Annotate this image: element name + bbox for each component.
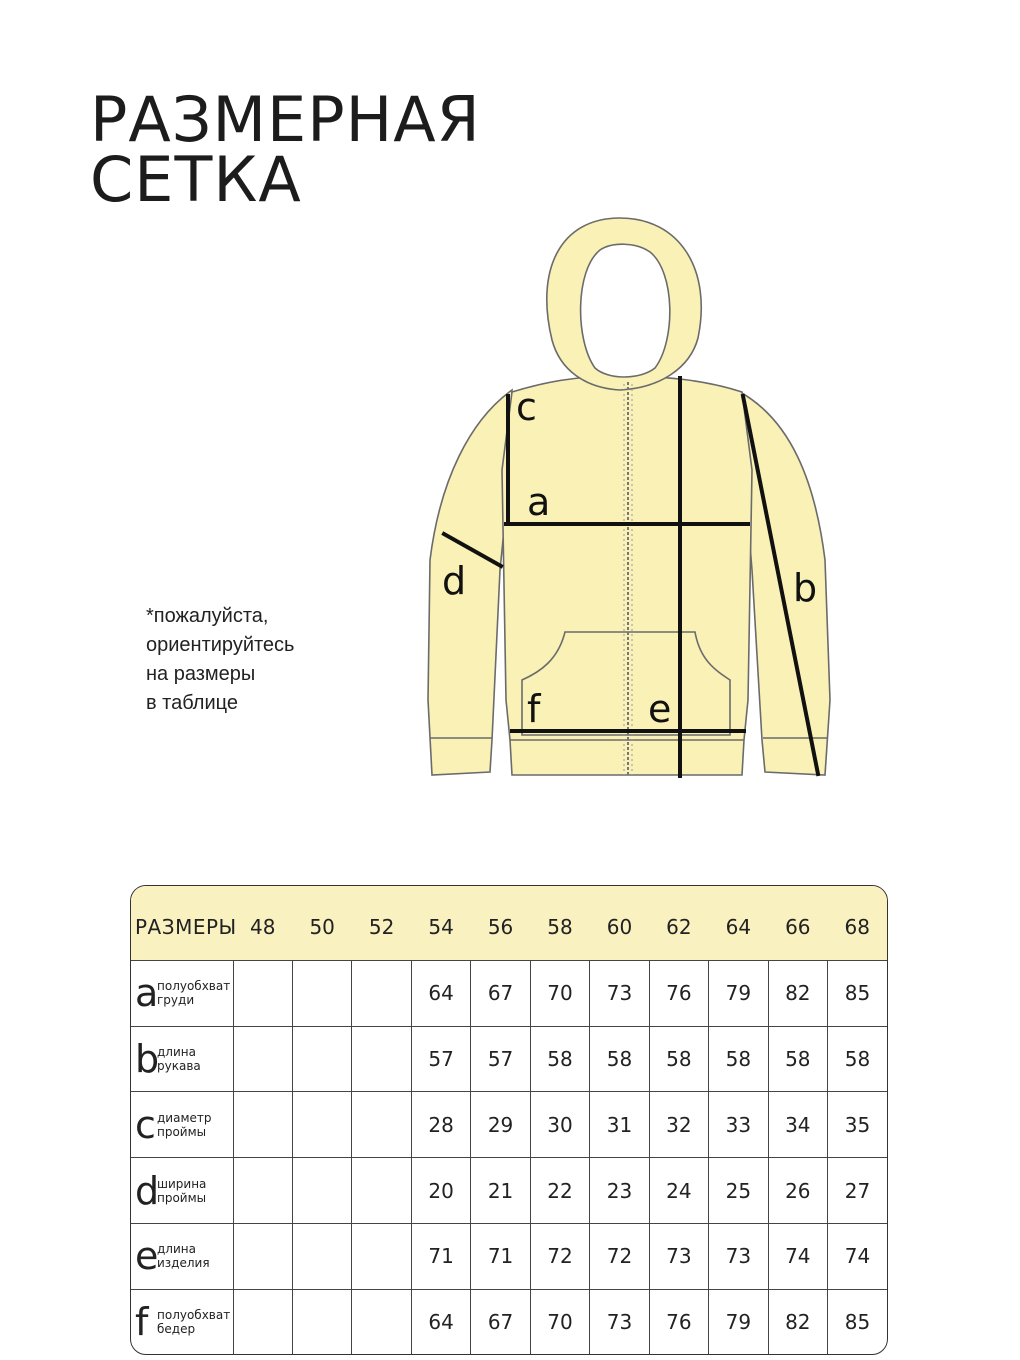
measurement-row-d (131, 1158, 887, 1224)
measurement-value-cell: 70 (530, 1289, 589, 1354)
measurement-row-f (131, 1289, 887, 1354)
measurement-value-cell: 33 (709, 1092, 768, 1158)
measurement-value-cell: 24 (649, 1158, 708, 1224)
size-note-line-1: *пожалуйста, (146, 605, 269, 627)
size-header-cell: 48 (233, 886, 292, 961)
measurement-value-cell (233, 1158, 292, 1224)
size-note-line-4: в таблице (146, 692, 238, 714)
measurement-description-line: длина (157, 1242, 196, 1257)
measurement-value-cell: 58 (649, 1026, 708, 1092)
measurement-value-cell (233, 1223, 292, 1289)
measurement-value-cell: 34 (768, 1092, 827, 1158)
size-header-cell: 60 (590, 886, 649, 961)
size-header-cell: 58 (530, 886, 589, 961)
measurement-label-cell (131, 1158, 233, 1224)
hood-opening (581, 244, 670, 377)
size-header-cell: 56 (471, 886, 530, 961)
measurement-value-cell: 85 (828, 1289, 887, 1354)
measurement-letter: d (135, 1168, 160, 1213)
measurement-description-line: бедер (157, 1321, 196, 1336)
size-header-cell: 62 (649, 886, 708, 961)
size-header-cell: 68 (828, 886, 887, 961)
measurement-value-cell: 71 (471, 1223, 530, 1289)
size-header-cell: 54 (411, 886, 470, 961)
measurement-letter: b (135, 1037, 160, 1082)
measurement-value-cell (233, 1026, 292, 1092)
measurement-row-b (131, 1026, 887, 1092)
measurement-value-cell: 74 (768, 1223, 827, 1289)
measurement-row-c (131, 1092, 887, 1158)
measurement-description-line: длина (157, 1045, 196, 1060)
measurement-value-cell: 57 (411, 1026, 470, 1092)
measurement-value-cell: 58 (590, 1026, 649, 1092)
measurement-value-cell (233, 1289, 292, 1354)
measurement-description-line: изделия (157, 1256, 210, 1271)
measurement-value-cell: 23 (590, 1158, 649, 1224)
measurement-label-cell (131, 1289, 233, 1354)
label-f: f (527, 687, 541, 731)
measurement-value-cell: 20 (411, 1158, 470, 1224)
measurement-value-cell: 70 (530, 961, 589, 1027)
measurement-description-line: рукава (157, 1059, 201, 1074)
size-header-row (131, 886, 887, 961)
measurement-description (157, 1111, 212, 1139)
measurement-value-cell: 76 (649, 1289, 708, 1354)
measurement-description-line: диаметр (157, 1110, 212, 1125)
measurement-value-cell (292, 1223, 351, 1289)
measurement-value-cell: 35 (828, 1092, 887, 1158)
measurement-value-cell: 58 (828, 1026, 887, 1092)
label-a: a (527, 480, 551, 524)
measurement-description-line: проймы (157, 1190, 207, 1205)
measurement-value-cell (292, 1026, 351, 1092)
measurement-value-cell: 32 (649, 1092, 708, 1158)
measurement-value-cell: 31 (590, 1092, 649, 1158)
measurement-value-cell: 72 (590, 1223, 649, 1289)
measurement-value-cell (233, 961, 292, 1027)
size-table-body (131, 961, 887, 1355)
measurement-value-cell: 21 (471, 1158, 530, 1224)
measurement-description-line: полуобхват (157, 1307, 231, 1322)
measurement-value-cell (292, 1158, 351, 1224)
hoodie-illustration (428, 218, 830, 775)
measurement-letter: f (135, 1299, 149, 1344)
measurement-value-cell: 79 (709, 961, 768, 1027)
page-title-line-1: РАЗМЕРНАЯ (90, 83, 481, 156)
size-note-line-2: ориентируйтесь (146, 634, 295, 656)
measurement-letter: c (135, 1102, 156, 1147)
measurement-value-cell (352, 1223, 411, 1289)
measurement-value-cell: 67 (471, 961, 530, 1027)
size-header-cell: 52 (352, 886, 411, 961)
measurement-description (157, 1308, 230, 1336)
label-e: e (648, 687, 672, 731)
size-header-cell: 66 (768, 886, 827, 961)
measurement-value-cell: 30 (530, 1092, 589, 1158)
measurement-value-cell: 67 (471, 1289, 530, 1354)
measurement-value-cell: 22 (530, 1158, 589, 1224)
measurement-value-cell: 73 (649, 1223, 708, 1289)
measurement-value-cell: 82 (768, 961, 827, 1027)
measurement-value-cell (352, 1092, 411, 1158)
label-b: b (793, 566, 818, 610)
measurement-value-cell (352, 1289, 411, 1354)
measurement-label-cell (131, 1223, 233, 1289)
measurement-value-cell (352, 961, 411, 1027)
measurement-letter: a (135, 971, 159, 1016)
measurement-value-cell: 57 (471, 1026, 530, 1092)
measurement-description (157, 1177, 206, 1205)
measurement-description (157, 1242, 210, 1270)
measurement-value-cell: 71 (411, 1223, 470, 1289)
measurement-value-cell: 25 (709, 1158, 768, 1224)
measurement-value-cell: 73 (590, 961, 649, 1027)
measurement-row-e (131, 1223, 887, 1289)
measurement-value-cell: 58 (530, 1026, 589, 1092)
page-title-line-2: СЕТКА (90, 143, 302, 216)
measurement-row-a (131, 961, 887, 1027)
measurement-value-cell (233, 1092, 292, 1158)
measurement-description (157, 979, 230, 1007)
measurement-value-cell: 64 (411, 1289, 470, 1354)
measurement-value-cell: 85 (828, 961, 887, 1027)
measurement-value-cell: 74 (828, 1223, 887, 1289)
measurement-value-cell: 28 (411, 1092, 470, 1158)
measurement-letter: e (135, 1234, 159, 1279)
measurement-value-cell (292, 961, 351, 1027)
measurement-label-cell (131, 961, 233, 1027)
size-note (146, 602, 366, 718)
measurement-value-cell: 73 (709, 1223, 768, 1289)
measurement-label-cell (131, 1092, 233, 1158)
measurement-description-line: ширина (157, 1176, 207, 1191)
size-header-cell: 50 (292, 886, 351, 961)
measurement-value-cell (292, 1092, 351, 1158)
measurement-description-line: проймы (157, 1124, 207, 1139)
measurement-description-line: полуобхват (157, 979, 231, 994)
measurement-value-cell (352, 1026, 411, 1092)
measurement-value-cell: 73 (590, 1289, 649, 1354)
measurement-value-cell: 79 (709, 1289, 768, 1354)
measurement-value-cell: 76 (649, 961, 708, 1027)
sizes-header-label: РАЗМЕРЫ (131, 886, 233, 961)
size-header-cell: 64 (709, 886, 768, 961)
measurement-description (157, 1045, 201, 1073)
left-sleeve (428, 390, 512, 775)
measurement-value-cell: 82 (768, 1289, 827, 1354)
measurement-value-cell: 58 (709, 1026, 768, 1092)
measurement-value-cell: 58 (768, 1026, 827, 1092)
measurement-value-cell: 64 (411, 961, 470, 1027)
size-table (131, 886, 887, 1354)
measurement-value-cell (352, 1158, 411, 1224)
measurement-value-cell: 27 (828, 1158, 887, 1224)
measurement-value-cell: 72 (530, 1223, 589, 1289)
measurement-value-cell: 29 (471, 1092, 530, 1158)
size-chart-table (130, 885, 888, 1355)
measurement-value-cell (292, 1289, 351, 1354)
measurement-description-line: груди (157, 993, 195, 1008)
size-note-line-3: на размеры (146, 663, 256, 685)
label-c: c (516, 385, 537, 429)
measurement-value-cell: 26 (768, 1158, 827, 1224)
measurement-label-cell (131, 1026, 233, 1092)
label-d: d (442, 559, 467, 603)
